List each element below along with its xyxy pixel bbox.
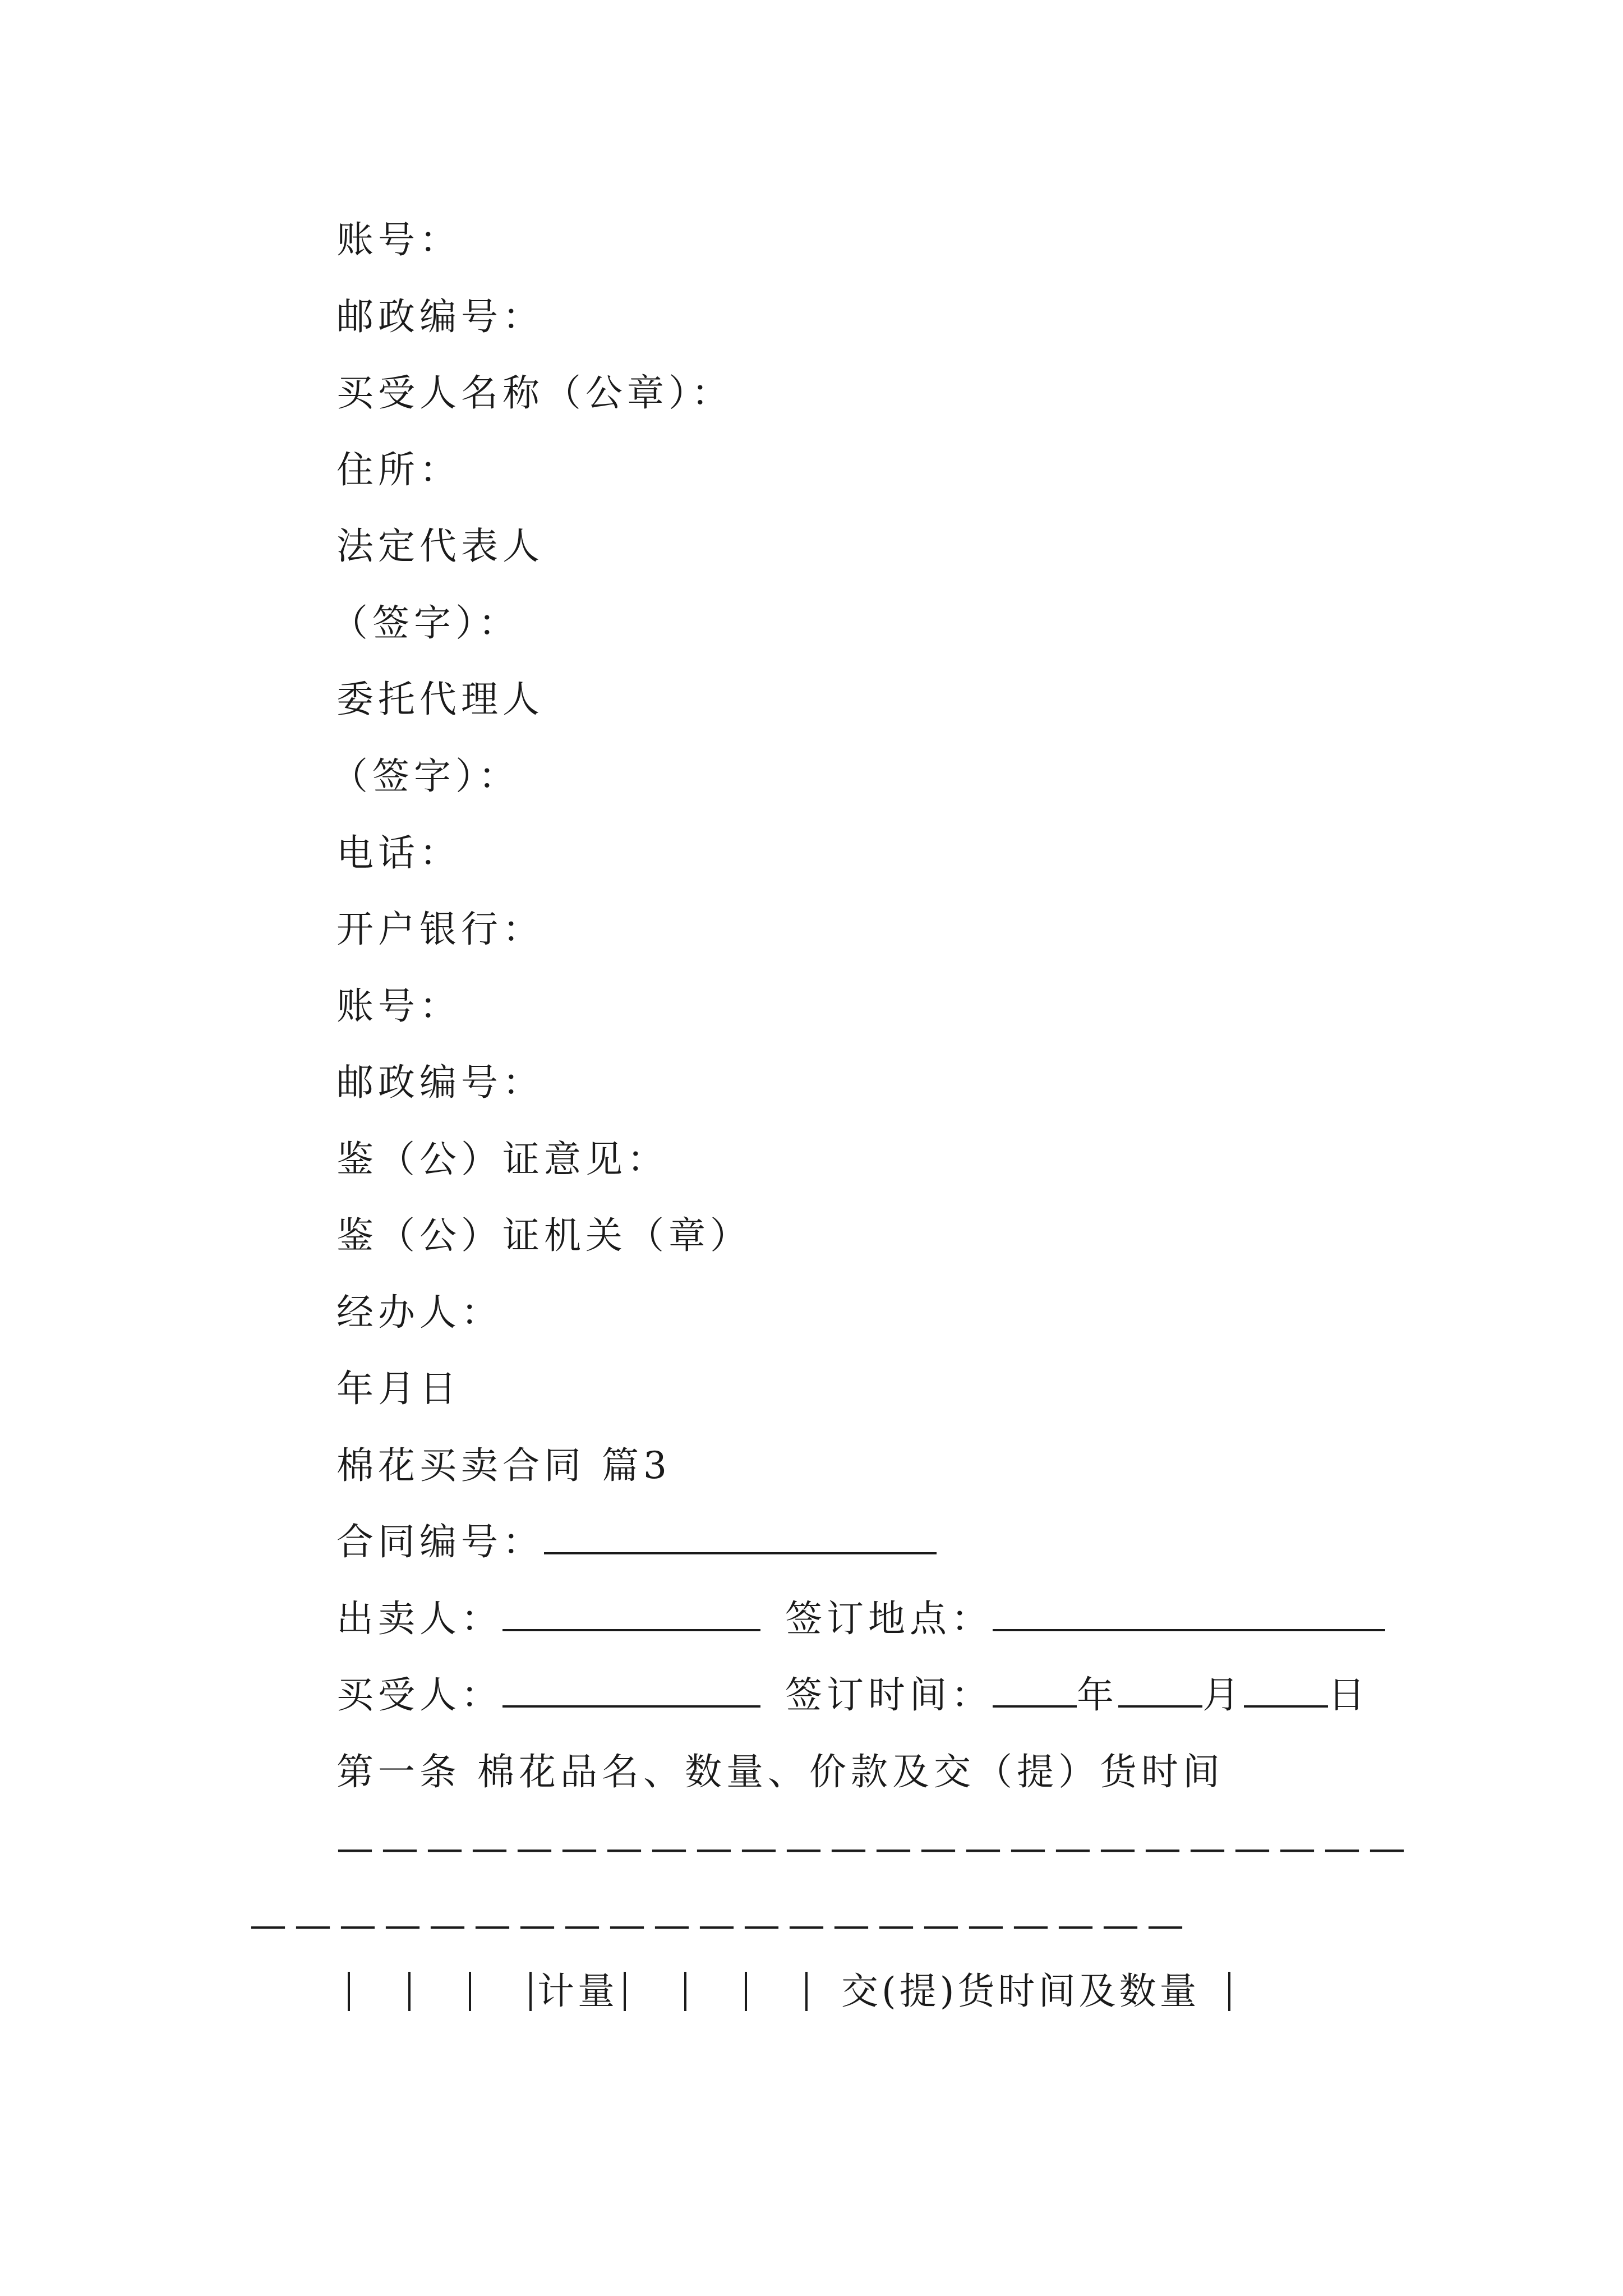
day-label: 日 xyxy=(1328,1673,1370,1717)
legal-rep-signature-label: （签字）： xyxy=(331,601,520,645)
account-label-2: 账号： xyxy=(336,984,461,1028)
table-header-row xyxy=(342,1963,1260,2017)
table-header-unit: 计量 xyxy=(537,1970,618,2013)
table-divider xyxy=(805,1972,808,2011)
buyer-label: 买受人： xyxy=(336,1673,502,1717)
agent-signature-label: （签字）： xyxy=(331,754,520,798)
contract-number-row xyxy=(336,1517,937,1567)
account-label: 账号： xyxy=(336,218,461,261)
buyer-name-label: 买受人名称（公章）： xyxy=(336,371,733,415)
table-divider xyxy=(624,1972,626,2011)
section-title: 棉花买卖合同 篇3 xyxy=(336,1444,671,1487)
table-dash-row-2: ————————————————————— xyxy=(250,1903,1192,1947)
table-divider xyxy=(469,1972,471,2011)
address-label: 住所： xyxy=(336,448,461,491)
handler-label: 经办人： xyxy=(336,1291,502,1334)
contract-number-label: 合同编号： xyxy=(336,1520,544,1563)
table-divider xyxy=(408,1972,411,2011)
sign-place-label: 签订地点： xyxy=(785,1597,993,1640)
month-label: 月 xyxy=(1202,1673,1244,1717)
table-divider xyxy=(348,1972,350,2011)
table-divider xyxy=(745,1972,747,2011)
table-header-delivery: 交(提)货时间及数量 xyxy=(841,1970,1200,2013)
day-blank xyxy=(1244,1673,1328,1708)
notary-opinion-label: 鉴（公）证意见： xyxy=(336,1138,668,1181)
table-divider xyxy=(684,1972,686,2011)
postal-code-label-2: 邮政编号： xyxy=(336,1061,544,1104)
notary-office-label: 鉴（公）证机关（章） xyxy=(336,1214,751,1257)
sign-place-blank xyxy=(993,1596,1385,1631)
sign-time-label: 签订时间： xyxy=(785,1673,993,1717)
month-blank xyxy=(1118,1673,1202,1708)
postal-code-label: 邮政编号： xyxy=(336,295,544,338)
contract-number-blank xyxy=(544,1520,937,1554)
article-one-heading: 第一条 棉花品名、数量、价款及交（提）货时间 xyxy=(336,1750,1224,1793)
seller-label: 出卖人： xyxy=(336,1597,502,1640)
buyer-row xyxy=(336,1670,1370,1720)
phone-label: 电话： xyxy=(336,831,461,875)
table-divider xyxy=(529,1972,532,2011)
legal-rep-label: 法定代表人 xyxy=(336,524,544,568)
seller-blank xyxy=(502,1596,760,1631)
year-label: 年 xyxy=(1077,1673,1118,1717)
bank-label: 开户银行： xyxy=(336,908,544,951)
date-label: 年月日 xyxy=(336,1367,461,1410)
year-blank xyxy=(993,1673,1077,1708)
buyer-blank xyxy=(502,1673,760,1708)
table-divider xyxy=(1228,1972,1230,2011)
seller-row xyxy=(336,1594,1385,1644)
table-dash-row-1: ———————————————————————— xyxy=(336,1826,1413,1870)
agent-label: 委托代理人 xyxy=(336,678,544,721)
